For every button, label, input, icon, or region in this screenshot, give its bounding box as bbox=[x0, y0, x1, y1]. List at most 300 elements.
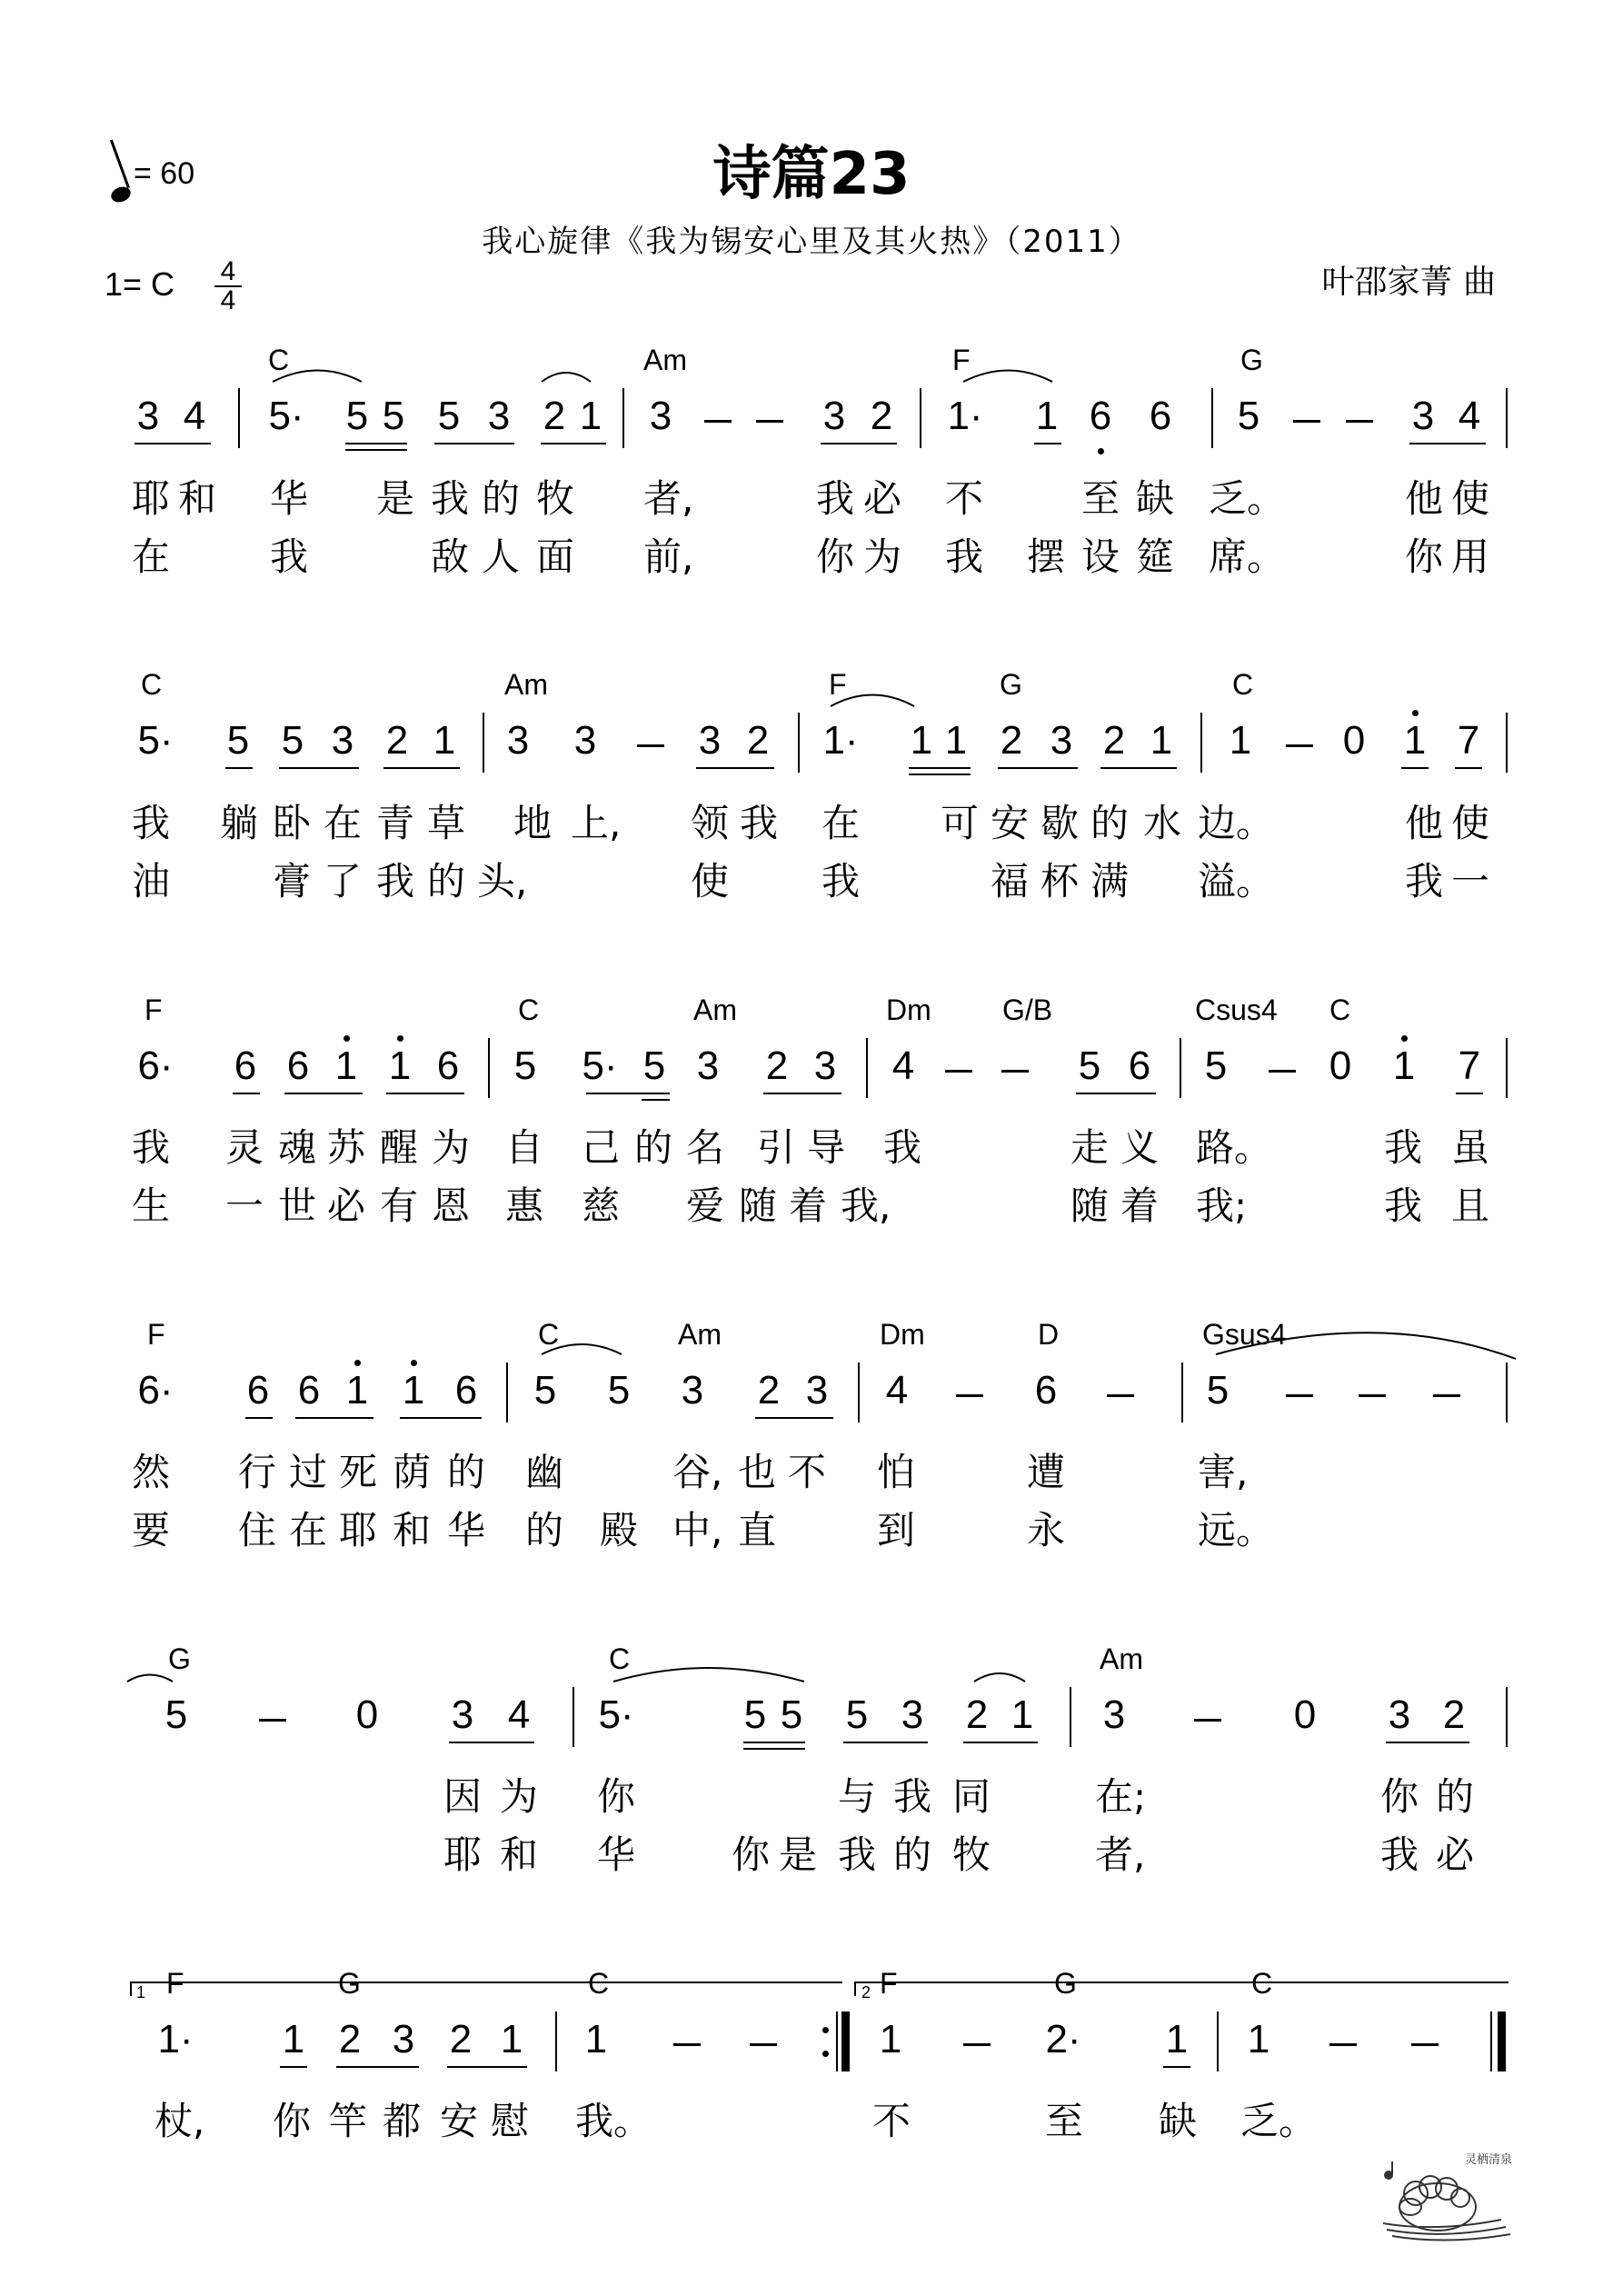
lyric-syllable: 死 bbox=[339, 1450, 378, 1494]
note: 6 bbox=[1089, 394, 1112, 438]
eighth-underline bbox=[763, 1093, 841, 1094]
lyric-syllable: 着 bbox=[1120, 1183, 1160, 1228]
note: 1 bbox=[500, 2017, 523, 2061]
bar-line bbox=[573, 1687, 574, 1747]
chord-symbol: C bbox=[1329, 993, 1351, 1026]
tempo-value: = 60 bbox=[134, 156, 195, 191]
note: 5· bbox=[598, 1692, 634, 1737]
upper-octave-dot bbox=[397, 1035, 403, 1042]
eighth-underline bbox=[821, 443, 897, 444]
lyric-syllable: 安 bbox=[440, 2099, 479, 2143]
lyric-syllable: 躺 bbox=[220, 801, 259, 845]
lyric-syllable: 灵 bbox=[225, 1125, 264, 1170]
eighth-underline bbox=[245, 1417, 273, 1419]
lyric-syllable: 和 bbox=[393, 1508, 432, 1552]
note: 3 bbox=[451, 1692, 474, 1737]
lyric-syllable: 我 bbox=[838, 1832, 877, 1877]
chord-symbol: G bbox=[338, 1967, 361, 2000]
composer-credit: 叶邵家菁 曲 bbox=[1321, 264, 1496, 301]
note: 5 bbox=[437, 394, 461, 438]
note: 5 bbox=[1078, 1043, 1101, 1088]
sixteenth-underline bbox=[909, 767, 971, 769]
lyric-syllable: 的 bbox=[1436, 1774, 1475, 1819]
lyric-syllable: 领 bbox=[691, 801, 730, 845]
sheep-logo-icon bbox=[1374, 2143, 1519, 2243]
lyric-syllable: 我 bbox=[1384, 1125, 1423, 1170]
eighth-underline bbox=[1409, 443, 1486, 444]
lyric-syllable: 慈 bbox=[582, 1183, 621, 1228]
lyric-syllable: 直 bbox=[738, 1508, 777, 1552]
lyric-syllable: 因 bbox=[443, 1774, 483, 1819]
lyric-syllable: 醒 bbox=[380, 1125, 419, 1170]
note: 6 bbox=[234, 1043, 257, 1088]
lyric-syllable: 耶 bbox=[339, 1508, 378, 1552]
lyric-syllable: 自 bbox=[505, 1125, 544, 1170]
chord-symbol: C bbox=[588, 1967, 610, 2000]
note: 1 bbox=[433, 718, 456, 763]
dash bbox=[956, 1394, 983, 1397]
lyric-syllable: 卧 bbox=[273, 801, 312, 845]
eighth-underline bbox=[1401, 767, 1429, 769]
eighth-underline bbox=[336, 2066, 419, 2068]
lyric-syllable: 是 bbox=[376, 476, 415, 521]
lyric-syllable: 随 bbox=[1070, 1183, 1110, 1228]
lyric-syllable: 导 bbox=[807, 1125, 846, 1170]
eighth-underline bbox=[295, 1417, 373, 1419]
note: 1 bbox=[334, 1043, 358, 1088]
lyric-syllable: 你 bbox=[1405, 534, 1444, 579]
note: 1 bbox=[1011, 1692, 1034, 1737]
lyric-syllable: 有 bbox=[380, 1183, 419, 1228]
chord-symbol: Am bbox=[643, 344, 687, 376]
chord-symbol: C bbox=[1251, 1967, 1273, 2000]
note: 2 bbox=[449, 2017, 473, 2061]
note: 5 bbox=[281, 718, 304, 763]
note: 3 bbox=[805, 1368, 829, 1413]
note: 1 bbox=[1150, 718, 1173, 763]
note: 0 bbox=[355, 1692, 379, 1737]
chord-symbol: G bbox=[1000, 668, 1022, 701]
note: 2 bbox=[338, 2017, 362, 2061]
note: 3 bbox=[813, 1043, 837, 1088]
note: 3 bbox=[1388, 1692, 1411, 1737]
lyric-syllable: 我, bbox=[841, 1183, 891, 1228]
eighth-underline bbox=[400, 1417, 482, 1419]
lyric-syllable: 永 bbox=[1027, 1508, 1066, 1552]
lyric-syllable: 在 bbox=[324, 801, 363, 845]
eighth-underline bbox=[1034, 443, 1061, 444]
note: 1 bbox=[584, 2017, 608, 2061]
lower-octave-dot bbox=[1098, 448, 1104, 454]
lyric-syllable: 我 bbox=[270, 534, 309, 579]
note: 5 bbox=[607, 1368, 631, 1413]
dash bbox=[1346, 420, 1373, 423]
note: 3 bbox=[331, 718, 354, 763]
note: 3 bbox=[649, 394, 672, 438]
lyric-syllable: 人 bbox=[482, 534, 521, 579]
note: 1 bbox=[910, 718, 933, 763]
lyric-syllable: 然 bbox=[132, 1450, 171, 1494]
dash bbox=[673, 2043, 701, 2046]
lyric-syllable: 满 bbox=[1090, 859, 1130, 903]
note: 3 bbox=[136, 394, 160, 438]
chord-symbol: F bbox=[147, 1318, 165, 1351]
chord-symbol: Am bbox=[1100, 1642, 1143, 1675]
note: 3 bbox=[487, 394, 511, 438]
note: 5 bbox=[1206, 1368, 1230, 1413]
note: 6· bbox=[137, 1368, 174, 1413]
note: 5 bbox=[780, 1692, 803, 1737]
lyric-syllable: 敌 bbox=[431, 534, 470, 579]
note: 3 bbox=[392, 2017, 415, 2061]
note: 3 bbox=[506, 718, 530, 763]
lyric-syllable: 和 bbox=[500, 1832, 539, 1877]
note: 3 bbox=[822, 394, 846, 438]
note: 1 bbox=[1247, 2017, 1270, 2061]
chord-symbol: C bbox=[609, 1642, 631, 1675]
eighth-underline bbox=[225, 767, 253, 769]
note: 6· bbox=[137, 1043, 174, 1088]
tie bbox=[963, 371, 1052, 383]
lyric-syllable: 华 bbox=[597, 1832, 636, 1877]
lyric-syllable: 我。 bbox=[575, 2099, 652, 2143]
note: 7 bbox=[1458, 1043, 1481, 1088]
bar-line bbox=[1180, 1038, 1181, 1098]
lyric-syllable: 杯 bbox=[1041, 859, 1080, 903]
note: 0 bbox=[1329, 1043, 1352, 1088]
lyric-syllable: 和 bbox=[178, 476, 217, 521]
lyric-syllable: 耶 bbox=[132, 476, 171, 521]
dash bbox=[1269, 1070, 1296, 1073]
bar-line bbox=[1070, 1687, 1071, 1747]
sixteenth-underline bbox=[642, 1099, 670, 1101]
lyric-syllable: 我 bbox=[816, 476, 855, 521]
second-ending-label: 2 bbox=[861, 1983, 871, 2002]
lyric-syllable: 必 bbox=[1436, 1832, 1475, 1877]
note: 2 bbox=[385, 718, 409, 763]
note: 4 bbox=[507, 1692, 531, 1737]
eighth-underline bbox=[279, 767, 359, 769]
note: 5 bbox=[845, 1692, 869, 1737]
note: 6 bbox=[1149, 394, 1172, 438]
upper-octave-dot bbox=[1412, 710, 1419, 716]
note: 3 bbox=[1050, 718, 1073, 763]
note: 5 bbox=[1237, 394, 1260, 438]
note: 2 bbox=[1000, 718, 1023, 763]
lyric-syllable: 使 bbox=[1451, 801, 1490, 845]
note: 1 bbox=[1229, 718, 1252, 763]
eighth-underline bbox=[586, 1093, 670, 1094]
note: 4 bbox=[183, 394, 206, 438]
lyric-syllable: 使 bbox=[691, 859, 730, 903]
dash bbox=[1107, 1394, 1134, 1397]
final-bar-line bbox=[1490, 2011, 1492, 2071]
lyric-syllable: 华 bbox=[447, 1508, 486, 1552]
note: 4 bbox=[885, 1368, 909, 1413]
chord-symbol: C bbox=[1232, 668, 1254, 701]
lyric-syllable: 的 bbox=[634, 1125, 673, 1170]
lyric-syllable: 我 bbox=[431, 476, 470, 521]
lyric-syllable: 油 bbox=[132, 859, 171, 903]
bar-line bbox=[866, 1038, 868, 1098]
note: 5 bbox=[164, 1692, 188, 1737]
note: 3 bbox=[1411, 394, 1435, 438]
repeat-bar-line-thick bbox=[841, 2011, 850, 2071]
lyric-syllable: 乏。 bbox=[1209, 476, 1286, 521]
final-bar-line-thick bbox=[1498, 2011, 1506, 2071]
eighth-underline bbox=[233, 1093, 260, 1094]
chord-symbol: G bbox=[168, 1642, 191, 1675]
lyric-syllable: 都 bbox=[383, 2099, 422, 2143]
chord-symbol: G bbox=[1240, 344, 1263, 376]
dash bbox=[1359, 1394, 1386, 1397]
lyric-syllable: 前, bbox=[643, 534, 694, 579]
first-ending-label: 1 bbox=[136, 1983, 146, 2002]
eighth-underline bbox=[386, 1093, 464, 1094]
lyric-syllable: 魂 bbox=[278, 1125, 317, 1170]
upper-octave-dot bbox=[354, 1360, 361, 1366]
lyric-syllable: 行 bbox=[238, 1450, 277, 1494]
tie bbox=[127, 1675, 173, 1682]
dash bbox=[1329, 2043, 1357, 2046]
first-ending-bracket bbox=[130, 1982, 842, 1996]
note: 3 bbox=[573, 718, 597, 763]
lyric-syllable: 为 bbox=[500, 1774, 539, 1819]
note: 2 bbox=[1102, 718, 1126, 763]
lyric-syllable: 生 bbox=[132, 1183, 171, 1228]
bar-line bbox=[1217, 2011, 1219, 2071]
eighth-underline bbox=[1100, 767, 1177, 769]
lyric-syllable: 我 bbox=[1380, 1832, 1419, 1877]
bar-line bbox=[920, 388, 921, 448]
tie bbox=[542, 373, 591, 382]
bar-line bbox=[488, 1038, 490, 1098]
bar-line bbox=[1506, 713, 1508, 773]
lyric-syllable: 缺 bbox=[1136, 476, 1175, 521]
lyric-syllable: 牧 bbox=[952, 1832, 991, 1877]
lyric-syllable: 远。 bbox=[1198, 1508, 1275, 1552]
lyric-syllable: 边。 bbox=[1198, 801, 1275, 845]
bar-line bbox=[622, 388, 624, 448]
lyric-syllable: 的 bbox=[525, 1508, 564, 1552]
lyric-syllable: 乏。 bbox=[1240, 2099, 1318, 2143]
lyric-syllable: 随 bbox=[739, 1183, 778, 1228]
eighth-underline bbox=[383, 767, 460, 769]
lyric-syllable: 缺 bbox=[1159, 2099, 1198, 2143]
lyric-syllable: 杖, bbox=[154, 2099, 205, 2143]
sixteenth-underline bbox=[345, 443, 407, 444]
chord-symbol: C bbox=[518, 993, 540, 1026]
eighth-underline bbox=[1076, 1093, 1156, 1094]
tie bbox=[974, 1673, 1025, 1682]
note: 0 bbox=[1293, 1692, 1317, 1737]
lyric-syllable: 我 bbox=[945, 534, 984, 579]
lyric-syllable: 引 bbox=[757, 1125, 796, 1170]
note: 6 bbox=[246, 1368, 270, 1413]
lyric-syllable: 在 bbox=[289, 1508, 328, 1552]
chord-symbol: F bbox=[166, 1967, 184, 2000]
note: 1 bbox=[388, 1043, 412, 1088]
dash bbox=[1293, 420, 1320, 423]
bar-line bbox=[1506, 1687, 1508, 1747]
lyric-syllable: 也 bbox=[738, 1450, 777, 1494]
lyric-syllable: 草 bbox=[427, 801, 466, 845]
note: 5· bbox=[582, 1043, 618, 1088]
lyric-syllable: 竿 bbox=[329, 2099, 368, 2143]
note: 6 bbox=[1034, 1368, 1058, 1413]
lyric-syllable: 恩 bbox=[432, 1183, 471, 1228]
dash bbox=[1286, 744, 1313, 747]
lyric-syllable: 了 bbox=[324, 859, 363, 903]
repeat-dots bbox=[822, 2027, 830, 2063]
eighth-underline bbox=[447, 2066, 527, 2068]
lyric-syllable: 过 bbox=[289, 1450, 328, 1494]
lyric-syllable: 的 bbox=[893, 1832, 932, 1877]
lyric-syllable: 荫 bbox=[393, 1450, 432, 1494]
dash bbox=[1001, 1070, 1029, 1073]
lyric-syllable: 我 bbox=[740, 801, 779, 845]
bar-line bbox=[238, 388, 240, 448]
lyric-syllable: 在 bbox=[132, 534, 171, 579]
lyric-syllable: 己 bbox=[582, 1125, 621, 1170]
eighth-underline bbox=[434, 443, 514, 444]
lyric-syllable: 他 bbox=[1405, 476, 1444, 521]
lyric-syllable: 席。 bbox=[1209, 534, 1286, 579]
chord-symbol: F bbox=[952, 344, 971, 376]
note: 0 bbox=[1342, 718, 1366, 763]
lyric-syllable: 使 bbox=[1451, 476, 1490, 521]
lyric-syllable: 害, bbox=[1198, 1450, 1249, 1494]
lyric-syllable: 要 bbox=[132, 1508, 171, 1552]
note: 1 bbox=[1392, 1043, 1416, 1088]
note: 3 bbox=[698, 718, 722, 763]
eighth-underline bbox=[541, 443, 606, 444]
lyric-syllable: 头, bbox=[477, 859, 528, 903]
note: 1 bbox=[579, 394, 602, 438]
chord-symbol: Am bbox=[678, 1318, 722, 1351]
eighth-underline bbox=[843, 1742, 928, 1743]
lyric-syllable: 至 bbox=[1081, 476, 1120, 521]
eighth-underline bbox=[963, 1742, 1038, 1743]
bar-line bbox=[798, 713, 800, 773]
chord-symbol: Gsus4 bbox=[1202, 1318, 1287, 1351]
lyric-syllable: 遭 bbox=[1027, 1450, 1066, 1494]
upper-octave-dot bbox=[1401, 1035, 1408, 1042]
lyric-syllable: 是 bbox=[779, 1832, 818, 1877]
lyric-syllable: 青 bbox=[376, 801, 415, 845]
lyric-syllable: 爱 bbox=[686, 1183, 725, 1228]
lyric-syllable: 的 bbox=[427, 859, 466, 903]
upper-octave-dot bbox=[411, 1360, 417, 1366]
note: 3 bbox=[681, 1368, 704, 1413]
note: 1 bbox=[879, 2017, 902, 2061]
dash bbox=[756, 420, 783, 423]
note: 2· bbox=[1045, 2017, 1081, 2061]
bar-line bbox=[1200, 713, 1202, 773]
lyric-syllable: 我 bbox=[132, 1125, 171, 1170]
lyric-syllable: 必 bbox=[863, 476, 902, 521]
dash bbox=[259, 1719, 286, 1722]
time-signature-denominator: 4 bbox=[220, 285, 236, 315]
note: 2 bbox=[965, 1692, 989, 1737]
lyric-syllable: 中, bbox=[672, 1508, 723, 1552]
lyric-syllable: 着 bbox=[789, 1183, 828, 1228]
lyric-syllable: 福 bbox=[991, 859, 1030, 903]
lyric-syllable: 在 bbox=[821, 801, 861, 845]
sixteenth-underline bbox=[743, 1742, 805, 1743]
note: 6 bbox=[297, 1368, 321, 1413]
lyric-syllable: 的 bbox=[1090, 801, 1130, 845]
note: 2 bbox=[1442, 1692, 1466, 1737]
bar-line bbox=[1506, 1363, 1508, 1423]
note: 3 bbox=[901, 1692, 924, 1737]
repeat-bar-line bbox=[836, 2011, 838, 2071]
lyric-syllable: 虽 bbox=[1451, 1125, 1490, 1170]
note: 2 bbox=[765, 1043, 789, 1088]
slur bbox=[613, 1668, 804, 1682]
lyric-syllable: 者, bbox=[1095, 1832, 1146, 1877]
chord-symbol: C bbox=[268, 344, 290, 376]
chord-symbol: Dm bbox=[880, 1318, 925, 1351]
lyric-syllable: 摆 bbox=[1027, 534, 1066, 579]
song-subtitle: 我心旋律《我为锡安心里及其火热》（2011） bbox=[482, 224, 1141, 260]
lyric-syllable: 至 bbox=[1045, 2099, 1084, 2143]
lyric-syllable: 同 bbox=[952, 1774, 991, 1819]
lyric-syllable: 可 bbox=[941, 801, 980, 845]
note: 5· bbox=[268, 394, 304, 438]
eighth-underline bbox=[1456, 1093, 1483, 1094]
bar-line bbox=[1506, 1038, 1508, 1098]
time-signature-numerator: 4 bbox=[214, 258, 242, 287]
eighth-underline bbox=[284, 1093, 363, 1094]
lyric-syllable: 的 bbox=[482, 476, 521, 521]
lyric-syllable: 义 bbox=[1120, 1125, 1160, 1170]
dash bbox=[1286, 1394, 1313, 1397]
lyric-syllable: 牧 bbox=[536, 476, 575, 521]
note: 1 bbox=[1035, 394, 1059, 438]
note: 3 bbox=[1102, 1692, 1126, 1737]
lyric-syllable: 不 bbox=[945, 476, 984, 521]
lyric-syllable: 我 bbox=[132, 801, 171, 845]
song-title: 诗篇23 bbox=[712, 141, 911, 208]
eighth-underline bbox=[1386, 1742, 1469, 1743]
eighth-underline bbox=[696, 767, 774, 769]
dash bbox=[945, 1070, 972, 1073]
second-ending-bracket bbox=[854, 1982, 1508, 1996]
bar-line bbox=[555, 2011, 557, 2071]
lyric-syllable: 用 bbox=[1451, 534, 1490, 579]
logo-text: 灵栖清泉 bbox=[1465, 2153, 1513, 2167]
lyric-syllable: 幽 bbox=[525, 1450, 564, 1494]
note: 5 bbox=[513, 1043, 537, 1088]
lyric-syllable: 者, bbox=[643, 476, 694, 521]
upper-octave-dot bbox=[344, 1035, 350, 1042]
sixteenth-underline bbox=[345, 449, 407, 451]
note: 7 bbox=[1457, 718, 1480, 763]
chord-symbol: F bbox=[144, 993, 163, 1026]
note: 5 bbox=[743, 1692, 767, 1737]
lyric-syllable: 地 bbox=[513, 801, 553, 845]
lyric-syllable: 名 bbox=[686, 1125, 725, 1170]
note: 6 bbox=[1128, 1043, 1151, 1088]
sixteenth-underline bbox=[909, 774, 971, 775]
chord-symbol: Dm bbox=[886, 993, 931, 1026]
chord-symbol: C bbox=[141, 668, 163, 701]
dash bbox=[1433, 1394, 1460, 1397]
lyric-syllable: 的 bbox=[447, 1450, 486, 1494]
lyric-syllable: 安 bbox=[991, 801, 1030, 845]
note: 1 bbox=[944, 718, 968, 763]
